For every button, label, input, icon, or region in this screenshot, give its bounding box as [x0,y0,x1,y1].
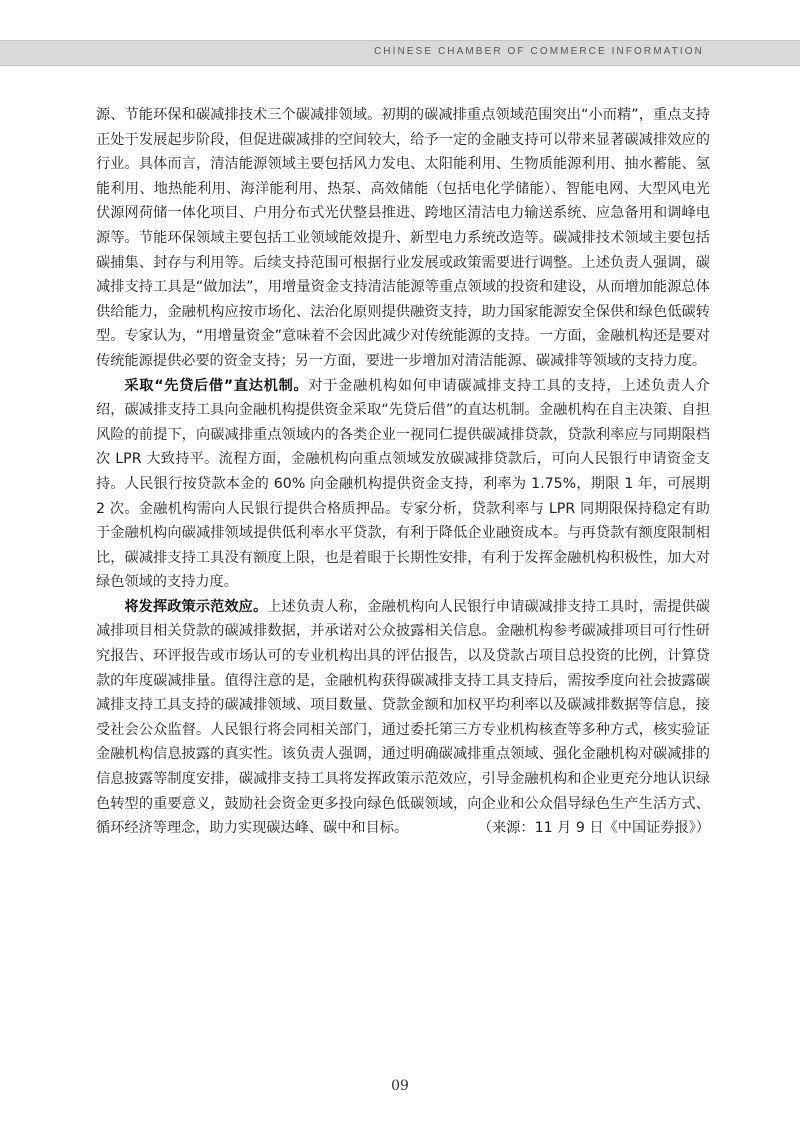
paragraph-text-policy-demonstration: 上述负责人称，金融机构向人民银行申请碳减排支持工具时，需提供碳减排项目相关贷款的碳减排数据，并承诺对公众披露相关信息。金融机构参考碳减排项目可行性研究报告、环评报告或市场认可的专业机构出具的评估报告，以及贷款占项目总投资的比例，计算贷款的年度碳减排量。值得注意的是，金融机构获得碳减排支持工具支持后，需按季度向社会披露碳减排支持工具支持的碳减排领域、项目数量、贷款金额和加权平均利率以及碳减排数据等信息，接受社会公众监督。人民银行将会同相关部门，通过委托第三方专业机构核查等多种方式，核实验证金融机构信息披露的真实性。该负责人强调，通过明确碳减排重点领域、强化金融机构对碳减排的信息披露等制度安排，碳减排支持工具将发挥政策示范效应，引导金融机构和企业更充分地认识绿色转型的重要意义，鼓励社会资金更多投向绿色低碳领域，向企业和公众倡导绿色生产生活方式、循环经济等理念，助力实现碳达峰、碳中和目标。 [96,598,710,837]
paragraph-policy-demonstration [96,595,710,841]
paragraph-lead-policy-demonstration: 将发挥政策示范效应。 [124,598,268,615]
page-number: 09 [391,1078,409,1094]
source-citation: （来源：11 月 9 日《中国证券报》） [477,820,710,837]
paragraph-text-direct-mechanism: 对于金融机构如何申请碳减排支持工具的支持，上述负责人介绍，碳减排支持工具向金融机构提供资金采取“先贷后借”的直达机制。金融机构在自主决策、自担风险的前提下，向碳减排重点领域内的各类企业一视同仁提供碳减排贷款，贷款利率应与同期限档次 LPR 大致持平。流程方面，金融机构向重点领域发放碳减排贷款后，可向人民银行申请资金支持。人民银行按贷款本金的 60% 向金融机构提供资金支持，利率为 1.75%，期限 1 年，可展期 2 次。金融机构需向人民银行提供合格质押品。专家分析，贷款利率与 LPR 同期限保持稳定有助于金融机构向碳减排领域提供低利率水平贷款，有利于降低企业融资成本。与再贷款有额度限制相比，碳减排支持工具没有额度上限，也是着眼于长期性安排，有利于发挥金融机构积极性，加大对绿色领域的支持力度。 [96,377,710,591]
paragraph-lead-direct-mechanism: 采取“先贷后借”直达机制。 [124,377,309,394]
paragraph-clean-energy: 源、节能环保和碳减排技术三个碳减排领域。初期的碳减排重点领域范围突出“小而精”，重点支持正处于发展起步阶段，但促进碳减排的空间较大，给予一定的金融支持可以带来显著碳减排效应的行业。具体而言，清洁能源领域主要包括风力发电、太阳能利用、生物质能源利用、抽水蓄能、氢能利用、地热能利用、海洋能利用、热泵、高效储能（包括电化学储能）、智能电网、大型风电光伏源网荷储一体化项目、户用分布式光伏整县推进、跨地区清洁电力输送系统、应急备用和调峰电源等。节能环保领域主要包括工业领域能效提升、新型电力系统改造等。碳减排技术领域主要包括碳捕集、封存与利用等。后续支持范围可根据行业发展或政策需要进行调整。上述负责人强调，碳减排支持工具是“做加法”，用增量资金支持清洁能源等重点领域的投资和建设，从而增加能源总体供给能力，金融机构应按市场化、法治化原则提供融资支持，助力国家能源安全保供和绿色低碳转型。专家认为，“用增量资金”意味着不会因此减少对传统能源的支持。一方面，金融机构还是要对传统能源提供必要的资金支持；另一方面，要进一步增加对清洁能源、碳减排等领域的支持力度。 [96,107,710,369]
article-body [96,103,710,841]
publication-title: CHINESE CHAMBER OF COMMERCE INFORMATION [373,46,704,57]
header-band [0,40,800,66]
paragraph-direct-mechanism [96,374,710,595]
